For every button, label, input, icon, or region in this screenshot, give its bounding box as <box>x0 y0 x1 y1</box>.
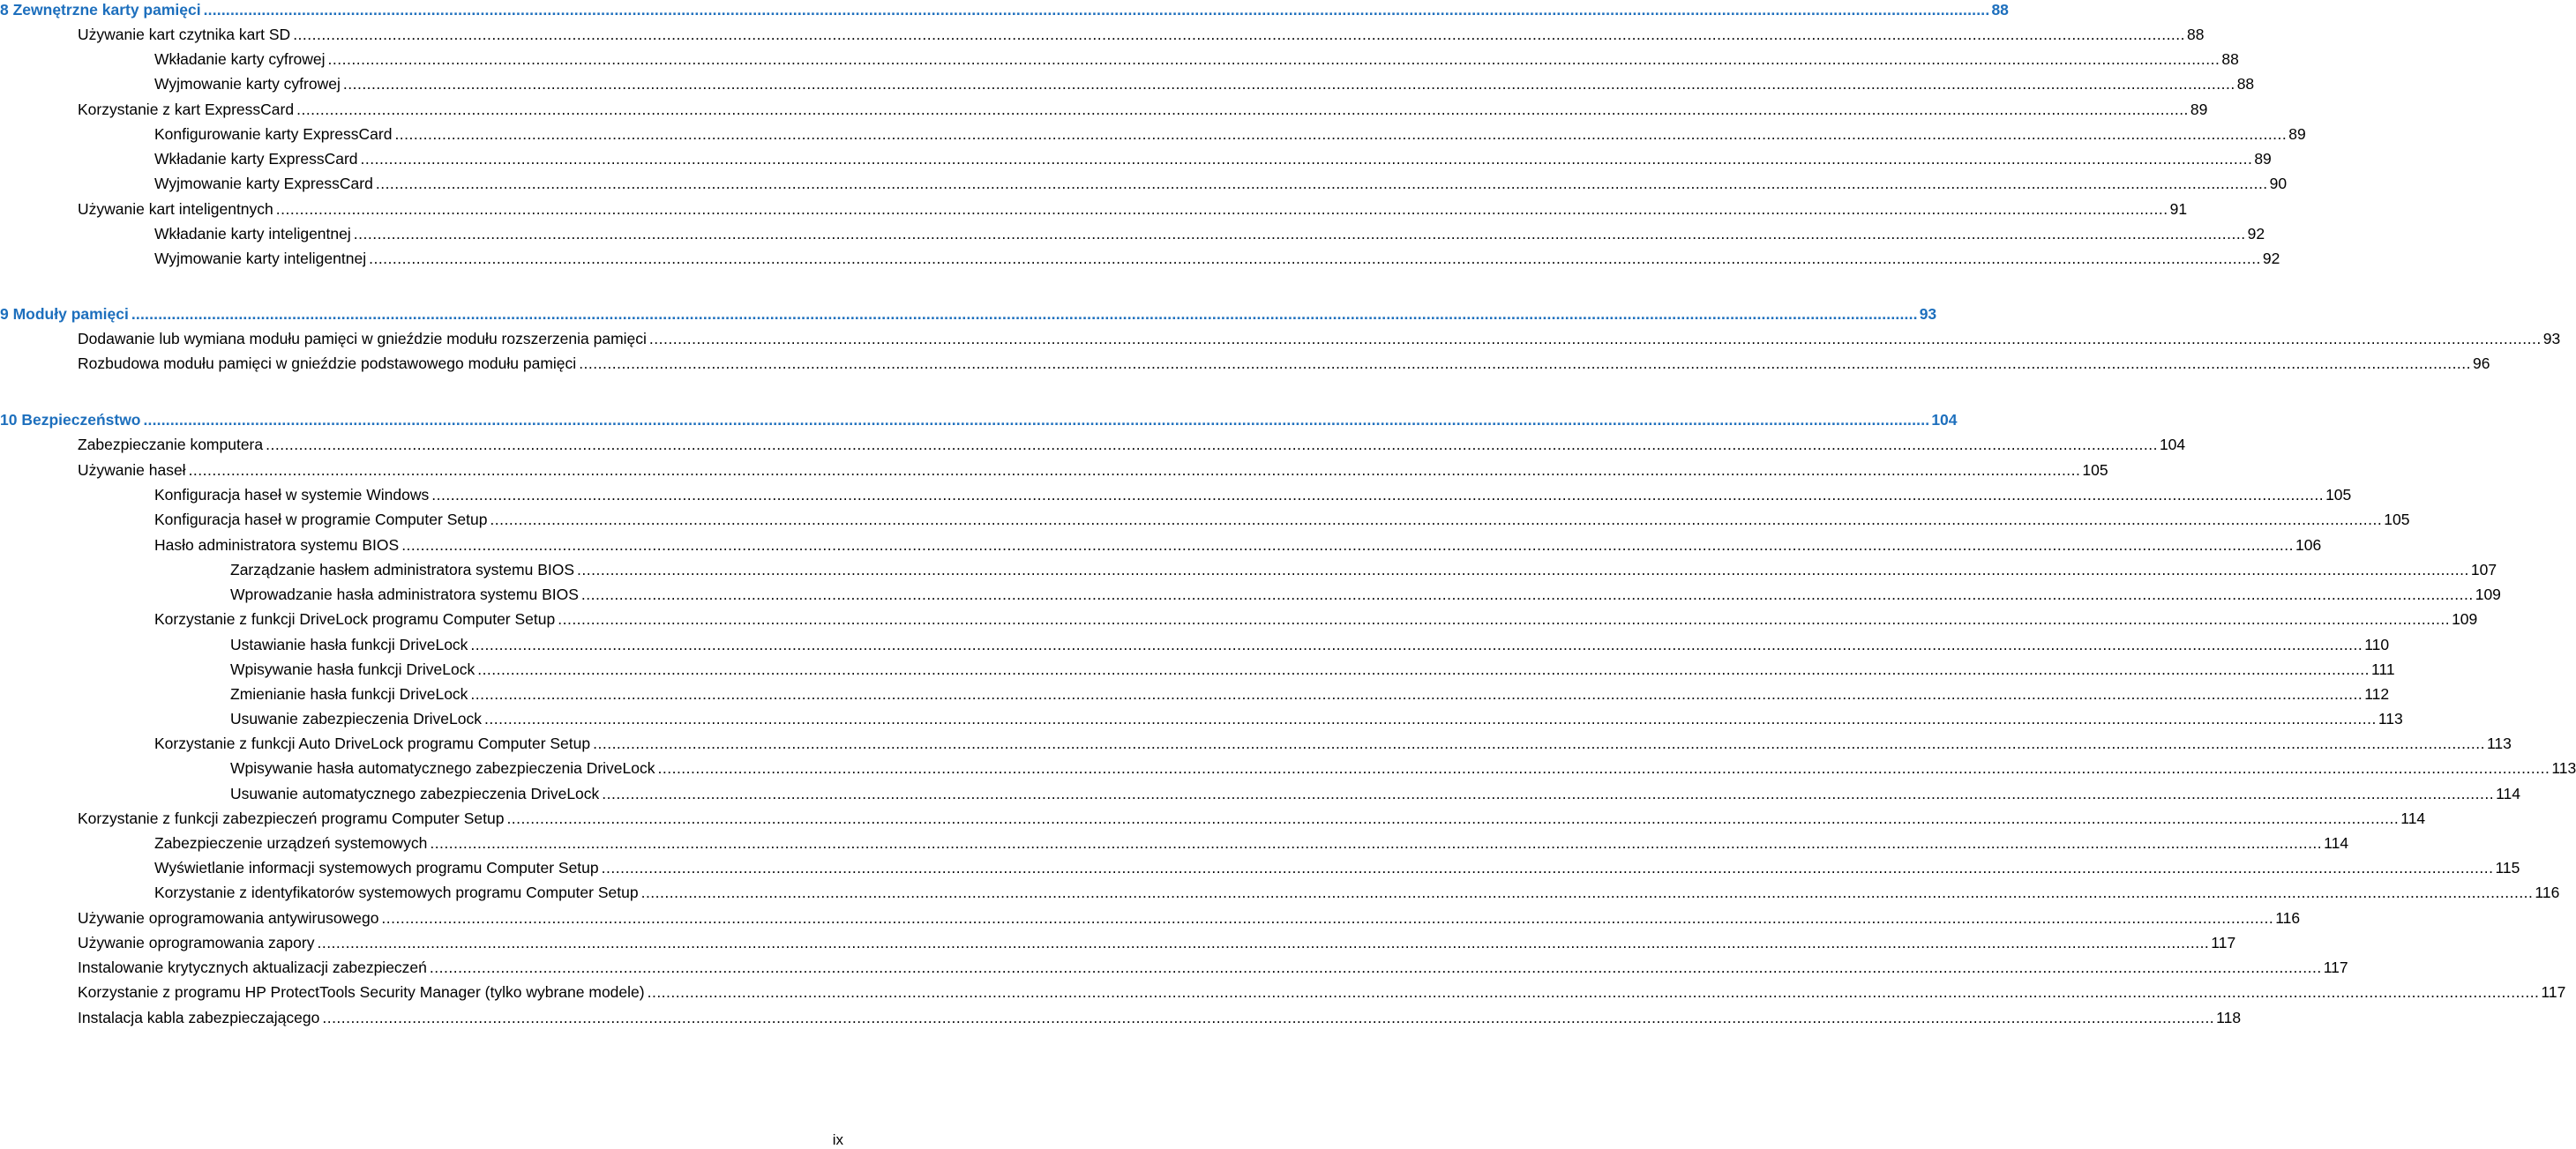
toc-entry-title: Wpisywanie hasła automatycznego zabezpieczenia DriveLock <box>230 759 655 777</box>
toc-entry[interactable] <box>154 49 2239 69</box>
toc-entry[interactable] <box>230 660 2395 679</box>
toc-entry-page: 117 <box>2541 983 2566 1001</box>
toc-dot-leader: ................................................................................................................................................................................................................................................................................................................................................................................................................ <box>296 101 2189 118</box>
toc-entry[interactable] <box>154 535 2322 555</box>
toc-dot-leader: ................................................................................................................................................................................................................................................................................................................................................................................................................ <box>490 511 2383 528</box>
toc-entry-title: Wpisywanie hasła funkcji DriveLock <box>230 660 476 678</box>
toc-entry-page: 112 <box>2364 685 2390 703</box>
toc-entry[interactable] <box>78 25 2205 44</box>
toc-dot-leader: ................................................................................................................................................................................................................................................................................................................................................................................................................ <box>322 1009 2215 1026</box>
toc-dot-leader: ................................................................................................................................................................................................................................................................................................................................................................................................................ <box>143 411 1930 429</box>
toc-entry-title: Wkładanie karty inteligentnej <box>154 225 351 242</box>
toc-entry[interactable] <box>154 833 2349 853</box>
toc-entry-page: 96 <box>2473 354 2490 372</box>
toc-entry-title: Wprowadzanie hasła administratora systemu BIOS <box>230 586 579 603</box>
toc-entry-title: Używanie oprogramowania zapory <box>78 934 315 951</box>
toc-dot-leader: ................................................................................................................................................................................................................................................................................................................................................................................................................ <box>317 934 2210 951</box>
toc-dot-leader: ................................................................................................................................................................................................................................................................................................................................................................................................................ <box>327 50 2220 68</box>
toc-dot-leader: ................................................................................................................................................................................................................................................................................................................................................................................................................ <box>647 983 2540 1001</box>
toc-dot-leader: ................................................................................................................................................................................................................................................................................................................................................................................................................ <box>579 354 2472 372</box>
toc-entry-page: 88 <box>2236 75 2255 93</box>
toc-entry[interactable] <box>154 734 2512 753</box>
toc-entry-title: Korzystanie z identyfikatorów systemowych programu Computer Setup <box>154 884 639 901</box>
toc-entry-page: 89 <box>2288 125 2306 143</box>
toc-entry-page: 88 <box>1991 1 2009 19</box>
toc-entry-title: Używanie kart inteligentnych <box>78 200 273 218</box>
toc-entry-page: 93 <box>1919 305 1937 323</box>
toc-dot-leader: ................................................................................................................................................................................................................................................................................................................................................................................................................ <box>188 461 2081 479</box>
toc-entry-title: Używanie kart czytnika kart SD <box>78 26 291 43</box>
toc-entry-page: 114 <box>2324 834 2349 852</box>
toc-entry-title: Zarządzanie hasłem administratora systemu BIOS <box>230 561 575 578</box>
toc-chapter-entry[interactable] <box>0 304 1937 324</box>
toc-entry-page: 117 <box>2211 934 2236 951</box>
toc-entry-title: Wyjmowanie karty inteligentnej <box>154 250 367 267</box>
toc-entry[interactable] <box>154 74 2255 93</box>
toc-entry[interactable] <box>78 809 2426 828</box>
toc-entry-title: Konfigurowanie karty ExpressCard <box>154 125 393 143</box>
toc-entry-page: 92 <box>2262 250 2280 267</box>
toc-entry-title: Korzystanie z programu HP ProtectTools Security Manager (tylko wybrane modele) <box>78 983 645 1001</box>
toc-entry-title: Używanie haseł <box>78 461 186 479</box>
toc-entry[interactable] <box>230 784 2521 803</box>
toc-entry-page: 88 <box>2187 26 2205 43</box>
toc-entry-title: Dodawanie lub wymiana modułu pamięci w gnieździe modułu rozszerzenia pamięci <box>78 330 647 347</box>
toc-entry-title: Używanie oprogramowania antywirusowego <box>78 909 379 927</box>
toc-dot-leader: ................................................................................................................................................................................................................................................................................................................................................................................................................ <box>657 759 2550 777</box>
toc-entry-title: Instalowanie krytycznych aktualizacji zabezpieczeń <box>78 959 427 976</box>
toc-entry-page: 113 <box>2378 710 2403 727</box>
toc-dot-leader: ................................................................................................................................................................................................................................................................................................................................................................................................................ <box>266 436 2158 453</box>
toc-entry-page: 93 <box>2542 330 2561 347</box>
toc-dot-leader: ................................................................................................................................................................................................................................................................................................................................................................................................................ <box>648 330 2542 347</box>
toc-entry-title: Konfiguracja haseł w programie Computer Setup <box>154 511 488 528</box>
toc-entry-page: 104 <box>1931 411 1958 429</box>
toc-dot-leader: ................................................................................................................................................................................................................................................................................................................................................................................................................ <box>640 884 2534 901</box>
toc-dot-leader: ................................................................................................................................................................................................................................................................................................................................................................................................................ <box>375 175 2268 192</box>
toc-dot-leader: ................................................................................................................................................................................................................................................................................................................................................................................................................ <box>131 305 1918 323</box>
toc-dot-leader: ................................................................................................................................................................................................................................................................................................................................................................................................................ <box>593 735 2485 752</box>
toc-entry-title: 8 Zewnętrzne karty pamięci <box>0 1 201 19</box>
toc-entry-title: Usuwanie zabezpieczenia DriveLock <box>230 710 483 727</box>
toc-entry[interactable] <box>78 435 2186 454</box>
toc-entry-title: Zabezpieczanie komputera <box>78 436 264 453</box>
toc-entry-title: Wyjmowanie karty cyfrowej <box>154 75 341 93</box>
toc-dot-leader: ................................................................................................................................................................................................................................................................................................................................................................................................................ <box>431 486 2325 504</box>
toc-entry[interactable] <box>154 124 2306 144</box>
page-number: ix <box>832 1131 843 1148</box>
toc-entry-title: Instalacja kabla zabezpieczającego <box>78 1009 320 1026</box>
toc-entry[interactable] <box>154 485 2352 504</box>
toc-entry[interactable] <box>154 609 2478 629</box>
toc-entry-page: 109 <box>2452 610 2478 628</box>
toc-entry[interactable] <box>230 709 2403 728</box>
toc-entry[interactable] <box>78 329 2561 348</box>
toc-entry-page: 110 <box>2364 636 2390 653</box>
toc-entry[interactable] <box>154 174 2288 193</box>
toc-entry[interactable] <box>78 100 2208 119</box>
toc-entry-page: 104 <box>2159 436 2186 453</box>
toc-chapter-entry[interactable] <box>0 410 1958 429</box>
toc-entry-title: Zabezpieczenie urządzeń systemowych <box>154 834 428 852</box>
toc-entry-title: 9 Moduły pamięci <box>0 305 129 323</box>
toc-dot-leader: ................................................................................................................................................................................................................................................................................................................................................................................................................ <box>558 610 2451 628</box>
toc-dot-leader: ................................................................................................................................................................................................................................................................................................................................................................................................................ <box>477 660 2370 678</box>
toc-entry-page: 115 <box>2495 859 2520 877</box>
toc-dot-leader: ................................................................................................................................................................................................................................................................................................................................................................................................................ <box>602 785 2495 802</box>
toc-entry-page: 90 <box>2269 175 2288 192</box>
toc-entry-title: Konfiguracja haseł w systemie Windows <box>154 486 430 504</box>
toc-entry[interactable] <box>230 635 2390 654</box>
toc-dot-leader: ................................................................................................................................................................................................................................................................................................................................................................................................................ <box>580 586 2474 603</box>
toc-dot-leader: ................................................................................................................................................................................................................................................................................................................................................................................................................ <box>601 859 2494 877</box>
toc-entry-title: Wkładanie karty ExpressCard <box>154 150 358 168</box>
toc-entry[interactable] <box>78 460 2108 480</box>
toc-dot-leader: ................................................................................................................................................................................................................................................................................................................................................................................................................ <box>342 75 2235 93</box>
toc-entry[interactable] <box>154 883 2560 902</box>
toc-entry-page: 106 <box>2295 536 2322 554</box>
toc-entry-title: Zmienianie hasła funkcji DriveLock <box>230 685 468 703</box>
toc-entry-page: 92 <box>2247 225 2265 242</box>
toc-entry-title: Wyświetlanie informacji systemowych programu Computer Setup <box>154 859 599 877</box>
toc-entry-page: 116 <box>2535 884 2560 901</box>
toc-entry-page: 105 <box>2325 486 2352 504</box>
toc-entry-page: 105 <box>2082 461 2108 479</box>
toc-entry-page: 114 <box>2400 810 2426 827</box>
toc-entry-title: Hasło administratora systemu BIOS <box>154 536 400 554</box>
toc-entry-page: 113 <box>2551 759 2576 777</box>
toc-entry[interactable] <box>78 1008 2242 1027</box>
toc-dot-leader: ................................................................................................................................................................................................................................................................................................................................................................................................................ <box>470 685 2363 703</box>
toc-chapter-entry[interactable] <box>0 0 2009 19</box>
toc-entry-title: Usuwanie automatycznego zabezpieczenia DriveLock <box>230 785 600 802</box>
toc-entry-page: 113 <box>2486 735 2512 752</box>
toc-entry[interactable] <box>230 758 2576 778</box>
toc-dot-leader: ................................................................................................................................................................................................................................................................................................................................................................................................................ <box>203 1 1990 19</box>
toc-entry[interactable] <box>230 560 2497 579</box>
toc-dot-leader: ................................................................................................................................................................................................................................................................................................................................................................................................................ <box>401 536 2295 554</box>
toc-dot-leader: ................................................................................................................................................................................................................................................................................................................................................................................................................ <box>577 561 2469 578</box>
toc-entry-page: 118 <box>2216 1009 2242 1026</box>
toc-entry[interactable] <box>78 354 2490 373</box>
toc-entry[interactable] <box>78 958 2348 977</box>
toc-dot-leader: ................................................................................................................................................................................................................................................................................................................................................................................................................ <box>484 710 2377 727</box>
toc-entry[interactable] <box>230 585 2501 604</box>
toc-dot-leader: ................................................................................................................................................................................................................................................................................................................................................................................................................ <box>369 250 2261 267</box>
toc-entry-title: Korzystanie z funkcji Auto DriveLock programu Computer Setup <box>154 735 591 752</box>
toc-entry-title: Korzystanie z funkcji DriveLock programu Computer Setup <box>154 610 556 628</box>
toc-entry-title: 10 Bezpieczeństwo <box>0 411 141 429</box>
toc-entry-page: 117 <box>2323 959 2348 976</box>
toc-entry[interactable] <box>230 684 2390 704</box>
toc-entry[interactable] <box>154 510 2410 529</box>
toc-dot-leader: ................................................................................................................................................................................................................................................................................................................................................................................................................ <box>430 834 2323 852</box>
toc-dot-leader: ................................................................................................................................................................................................................................................................................................................................................................................................................ <box>381 909 2274 927</box>
toc-entry[interactable] <box>78 199 2188 219</box>
toc-dot-leader: ................................................................................................................................................................................................................................................................................................................................................................................................................ <box>429 959 2322 976</box>
toc-entry[interactable] <box>154 224 2265 243</box>
toc-dot-leader: ................................................................................................................................................................................................................................................................................................................................................................................................................ <box>394 125 2288 143</box>
toc-entry-page: 111 <box>2371 660 2395 678</box>
toc-entry-title: Wyjmowanie karty ExpressCard <box>154 175 373 192</box>
toc-entry[interactable] <box>78 982 2566 1002</box>
toc-entry[interactable] <box>154 149 2272 168</box>
toc-entry-page: 116 <box>2275 909 2301 927</box>
toc-dot-leader: ................................................................................................................................................................................................................................................................................................................................................................................................................ <box>293 26 2186 43</box>
toc-dot-leader: ................................................................................................................................................................................................................................................................................................................................................................................................................ <box>353 225 2246 242</box>
toc-entry-page: 114 <box>2496 785 2521 802</box>
toc-entry[interactable] <box>154 858 2520 877</box>
toc-dot-leader: ................................................................................................................................................................................................................................................................................................................................................................................................................ <box>360 150 2253 168</box>
toc-entry-page: 89 <box>2190 101 2208 118</box>
toc-dot-leader: ................................................................................................................................................................................................................................................................................................................................................................................................................ <box>506 810 2400 827</box>
toc-entry-title: Rozbudowa modułu pamięci w gnieździe podstawowego modułu pamięci <box>78 354 577 372</box>
toc-entry-title: Ustawianie hasła funkcji DriveLock <box>230 636 468 653</box>
toc-entry-page: 88 <box>2221 50 2239 68</box>
toc-dot-leader: ................................................................................................................................................................................................................................................................................................................................................................................................................ <box>275 200 2168 218</box>
toc-entry[interactable] <box>154 249 2280 268</box>
toc-entry-title: Wkładanie karty cyfrowej <box>154 50 326 68</box>
toc-entry[interactable] <box>78 933 2236 952</box>
toc-entry[interactable] <box>78 908 2301 928</box>
toc-entry-title: Korzystanie z kart ExpressCard <box>78 101 295 118</box>
toc-dot-leader: ................................................................................................................................................................................................................................................................................................................................................................................................................ <box>470 636 2363 653</box>
toc-entry-page: 109 <box>2475 586 2501 603</box>
toc-entry-title: Korzystanie z funkcji zabezpieczeń programu Computer Setup <box>78 810 505 827</box>
toc-entry-page: 105 <box>2384 511 2410 528</box>
toc-entry-page: 91 <box>2169 200 2188 218</box>
toc-entry-page: 89 <box>2254 150 2272 168</box>
toc-entry-page: 107 <box>2470 561 2497 578</box>
